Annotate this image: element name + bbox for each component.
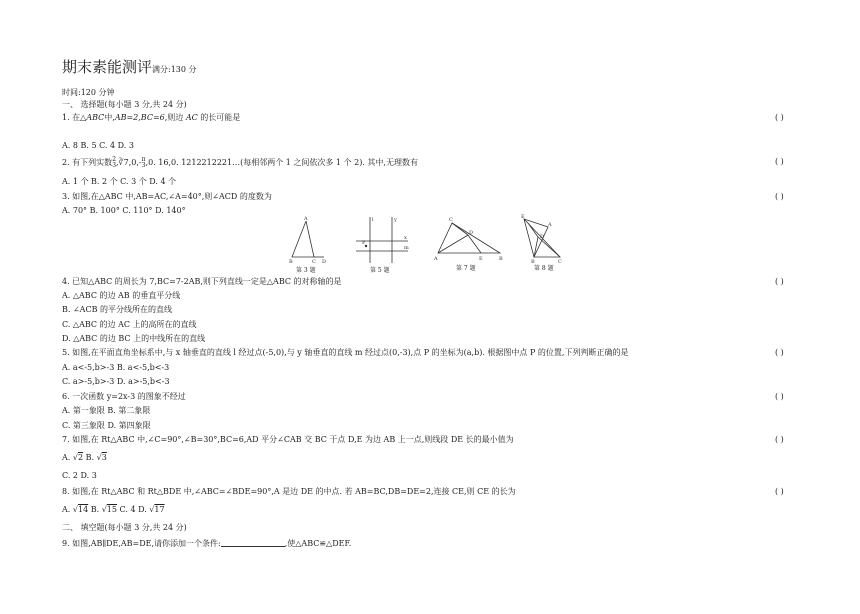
q1-stem — [62, 113, 240, 123]
fig8-label-a: A — [548, 222, 552, 228]
q9-answer-blank[interactable] — [221, 538, 285, 547]
fig5-label-l: l — [372, 217, 374, 223]
q7-opt-a-radicand: 2 — [77, 453, 84, 462]
fig7-line-dc — [452, 223, 468, 235]
time-text: 时间:120 分钟 — [62, 88, 115, 97]
q1-stem-a: 1. 在△ — [62, 113, 87, 122]
q4-option-b: B. ∠ACB 的平分线所在的直线 — [62, 305, 172, 314]
q8-opt-d-radicand: 17 — [154, 505, 165, 514]
fig8-caption: 第 8 题 — [534, 265, 554, 272]
q5-options-ab: A. a<-5,b>-3 B. a<-5,b<-3 — [62, 363, 170, 372]
fig7-label-e: E — [479, 256, 483, 262]
q7-opt-a-prefix: A. — [62, 453, 73, 462]
fig3-labels — [289, 216, 326, 265]
fig3-label-c: C — [312, 259, 316, 265]
fig3-label-b: B — [289, 259, 293, 265]
q2-f2-den: 3 — [141, 162, 146, 169]
q1-stem-e: ,则边 — [164, 113, 186, 122]
q1-stem-g: 的长可能是 — [197, 113, 241, 122]
q1-stem-c: 中, — [104, 113, 115, 122]
fig3-triangle — [292, 221, 324, 257]
q7-options-ab: A. √2 B. √3 — [62, 453, 107, 462]
fig7-label-a: A — [434, 256, 438, 262]
fig5-label-m: m — [404, 245, 409, 251]
fig3-caption: 第 3 题 — [296, 267, 316, 274]
fig7-line-de — [468, 235, 481, 253]
q2-f2-num: π — [141, 156, 146, 163]
q2-stem — [62, 157, 418, 169]
q4-option-c: C. △ABC 的边 AC 上的高所在的直线 — [62, 320, 197, 329]
fig8-triangle-abc — [534, 237, 560, 257]
fig7-outline — [438, 223, 500, 253]
fig8-label-b: B — [531, 259, 535, 265]
q4-answer-paren: ( ) — [775, 277, 784, 286]
fig7-label-b: B — [499, 256, 503, 262]
fig7-label-d: D — [469, 230, 474, 236]
fig5-label-x: x — [404, 235, 407, 241]
score-text: 满分:130 分 — [152, 65, 197, 74]
q2-stem-a: 2. 有下列实数 — [62, 158, 113, 167]
figures-row — [288, 213, 578, 277]
q3-options: A. 70° B. 100° C. 110° D. 140° — [62, 206, 186, 215]
q8-opt-a-radicand: 14 — [77, 505, 89, 514]
fig7-labels — [433, 217, 503, 262]
q6-stem: 6. 一次函数 y=2x-3 的图象不经过 — [62, 392, 186, 401]
q8-opt-b-radicand: 15 — [106, 505, 117, 514]
q4-option-a: A. △ABC 的边 AB 的垂直平分线 — [62, 291, 181, 300]
q1-stem-f: AC — [185, 113, 198, 122]
q8-opt-a-prefix: A. — [62, 505, 73, 514]
fig3-label-d: D — [322, 259, 327, 265]
q8-stem: 8. 如图,在 Rt△ABC 和 Rt△BDE 中,∠ABC=∠BDE=90°,A 是边 DE 的中点. 若 AB=BC,DB=DE=2,连接 CE,则 CE 的长为 — [62, 487, 516, 496]
q8-opt-cd-text: C. 4 D. — [116, 505, 150, 514]
q7-stem: 7. 如图,在 Rt△ABC 中,∠C=90°,∠B=30°,BC=6,AD 平分∠CAB 交 BC 于点 D,E 为边 AB 上一点,则线段 DE 长的最小值为 — [62, 435, 514, 444]
q2-f1-den: 3 — [112, 162, 117, 169]
q9-stem-a: 9. 如图,AB∥DE,AB=DE,请你添加一个条件: — [62, 539, 221, 548]
q6-answer-paren: ( ) — [775, 392, 784, 401]
q2-options: A. 1 个 B. 2 个 C. 3 个 D. 4 个 — [62, 177, 177, 186]
q3-stem: 3. 如图,在△ABC 中,AB=AC,∠A=40°,则∠ACD 的度数为 — [62, 192, 272, 201]
q3-answer-paren: ( ) — [775, 192, 784, 201]
q7-opt-b-radicand: 3 — [101, 453, 107, 462]
fig3-label-a: A — [304, 216, 308, 222]
q7-answer-paren: ( ) — [775, 435, 784, 444]
title-text: 期末素能测评 — [62, 58, 153, 76]
fig7-label-c: C — [449, 217, 453, 223]
q1-options: A. 8 B. 5 C. 4 D. 3 — [62, 141, 134, 150]
q5-answer-paren: ( ) — [775, 348, 784, 357]
q1-stem-b: ABC — [86, 113, 105, 122]
fig3-outline — [292, 221, 314, 257]
q9-stem — [62, 538, 351, 549]
fig5-caption: 第 5 题 — [370, 267, 390, 274]
fig7-triangle — [438, 223, 500, 253]
fig8-line-extra — [528, 223, 538, 237]
fig8-label-d: D — [540, 234, 545, 240]
q9-stem-b: ,使△ABC≌△DEF. — [284, 539, 352, 548]
q6-options-ab: A. 第一象限 B. 第二象限 — [62, 406, 151, 415]
fig8-triangle-ebd — [524, 219, 548, 257]
fig8-label-c: C — [558, 259, 562, 265]
exam-title — [62, 56, 197, 77]
q8-answer-paren: ( ) — [775, 487, 784, 496]
q4-stem: 4. 已知△ABC 的周长为 7,BC=7-2AB,则下列直线一定是△ABC 的对称轴的是 — [62, 277, 342, 286]
fig5-labels — [362, 217, 409, 251]
section2-heading: 二、 填空题(每小题 3 分,共 24 分) — [62, 523, 187, 532]
q8-options: A. √14 B. √15 C. 4 D. √17 — [62, 505, 165, 514]
q4-option-d: D. △ABC 的边 BC 上的中线所在的直线 — [62, 334, 206, 343]
q7-options-cd: C. 2 D. 3 — [62, 471, 97, 480]
q6-options-cd: C. 第三象限 D. 第四象限 — [62, 421, 151, 430]
q5-stem: 5. 如图,在平面直角坐标系中,与 x 轴垂直的直线 l 经过点(-5,0),与 y 轴垂直的直线 m 经过点(0,-3),点 P 的坐标为(a,b). 根据图中点 P 的位置,下列判断正确的是 — [62, 348, 629, 357]
q2-stem-b: ,∛7,0,- — [116, 158, 142, 167]
q2-answer-paren: ( ) — [775, 157, 784, 166]
q2-stem-c: ,0. 16,0. 1212212221…(每相邻两个 1 之间依次多 1 个 2). 其中,无理数有 — [145, 158, 418, 167]
q5-options-cd: C. a>-5,b>-3 D. a>-5,b<-3 — [62, 377, 170, 386]
q1-answer-paren: ( ) — [775, 113, 784, 122]
q8-opt-b-prefix: B. — [88, 505, 102, 514]
fig7-caption: 第 7 题 — [456, 265, 476, 272]
q2-f1-num: 2 — [112, 156, 117, 163]
q7-opt-b-prefix: B. — [83, 453, 97, 462]
section1-heading: 一、 选择题(每小题 3 分,共 24 分) — [62, 100, 187, 109]
fig8-label-e: E — [521, 214, 525, 220]
fig5-label-p: P — [362, 240, 366, 246]
fig5-label-y: y — [394, 217, 397, 223]
q1-stem-d: AB=2,BC=6 — [114, 113, 165, 122]
